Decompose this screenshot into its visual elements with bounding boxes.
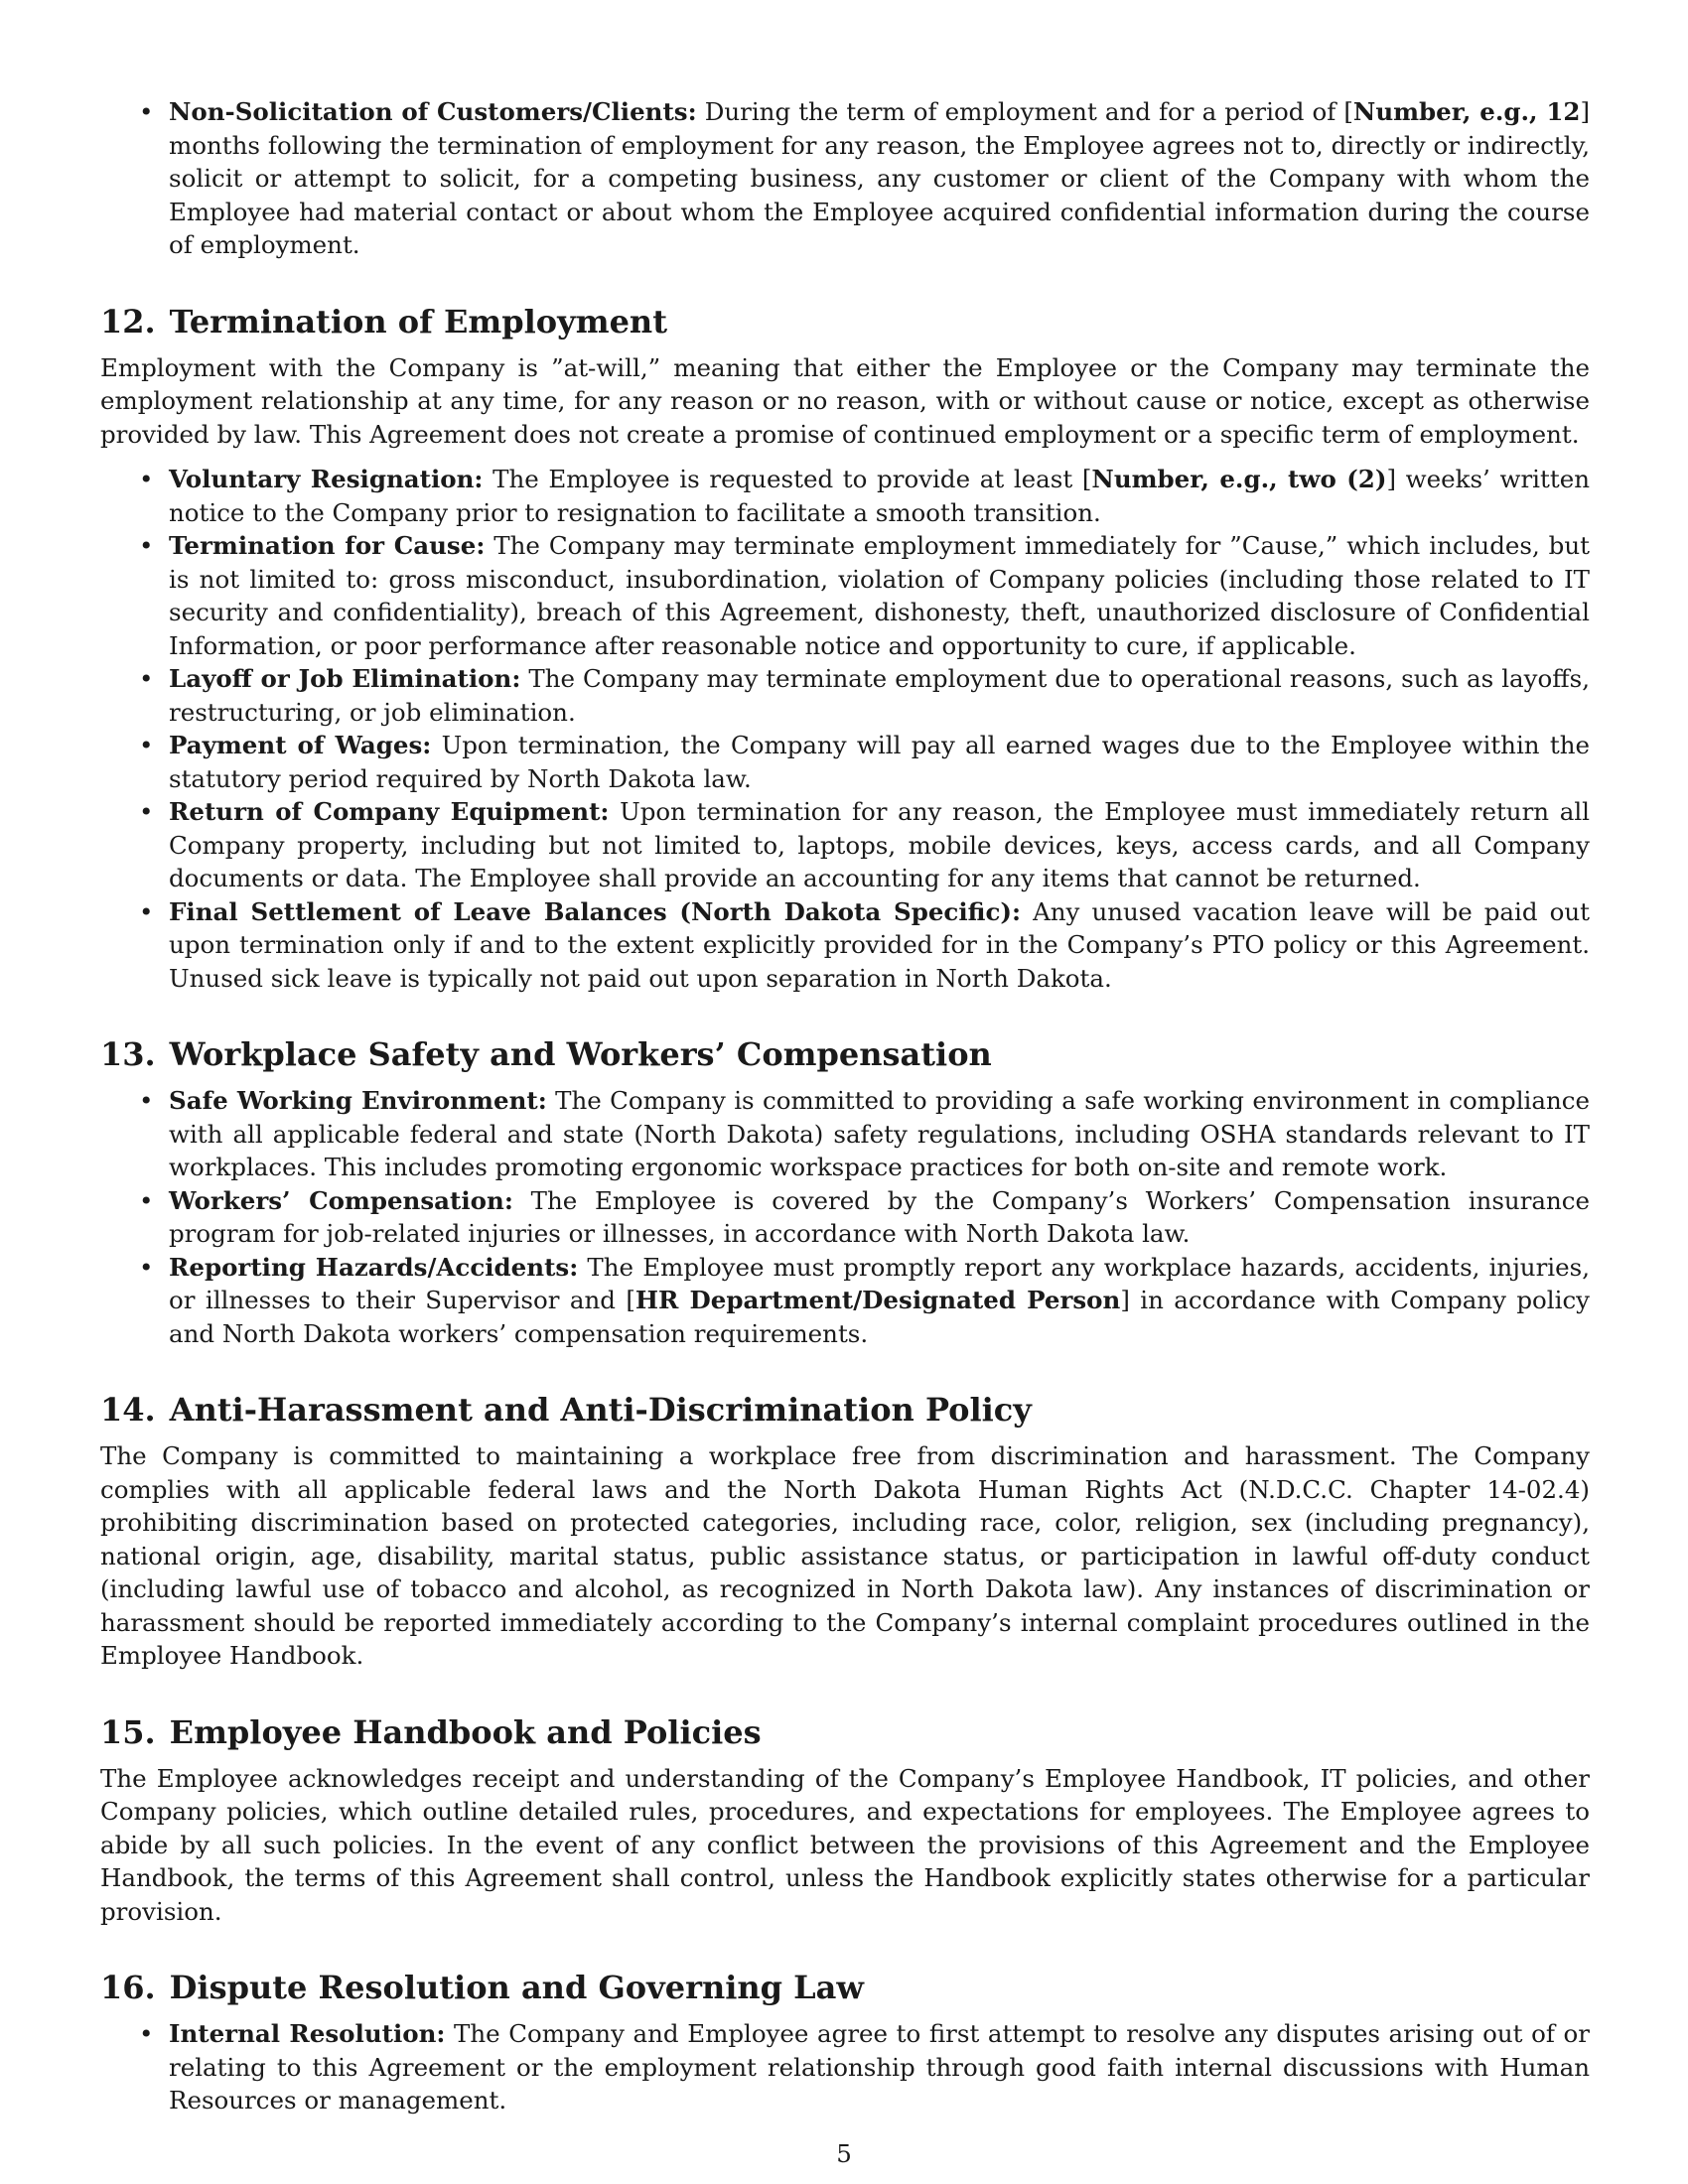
list-item: • Layoff or Job Elimination: The Company may terminate employment due to operational reasons, such as layoffs, restructuring, or job elimination.: [169, 662, 1590, 729]
document-page: [100, 95, 1590, 2117]
list-item: • Safe Working Environment: The Company is committed to providing a safe working environment in compliance with all applicable federal and state (North Dakota) safety regulations, including OSHA standards relevant to IT workplaces. This includes promoting ergonomic workspace practices for both on-site and remote work.: [169, 1084, 1590, 1184]
page-number: 5: [836, 2139, 852, 2168]
non-solicitation-list: [100, 95, 1590, 262]
section-heading-handbook: 15. Employee Handbook and Policies: [100, 1712, 762, 1751]
list-item: • Non-Solicitation of Customers/Clients: During the term of employment and for a period of [Number, e.g., 12] months following the termination of employment for any reason, the Employee agrees not to, directly or indirectly, solicit or attempt to solicit, for a competing business, any customer or client of the Company with whom the Employee had material contact or about whom the Employee acquired confidential information during the course of employment.: [169, 95, 1590, 262]
paragraph-handbook: The Employee acknowledges receipt and understanding of the Company’s Employee Handbook, IT policies, and other Company policies, which outline detailed rules, procedures, and expectations for employees. The Employee agrees to abide by all such policies. In the event of any conflict between the provisions of this Agreement and the Employee Handbook, the terms of this Agreement shall control, unless the Handbook explicitly states otherwise for a particular provision.: [100, 1763, 1590, 1926]
list-item: • Final Settlement of Leave Balances (North Dakota Specific): Any unused vacation leave will be paid out upon termination only if and to the extent explicitly provided for in the Company’s PTO policy or this Agreement. Unused sick leave is typically not paid out upon separation in North Dakota.: [169, 895, 1590, 996]
list-item: • Reporting Hazards/Accidents: The Employee must promptly report any workplace hazards, accidents, injuries, or illnesses to their Supervisor and [HR Department/Designated Person] in accordance with Company policy and North Dakota workers’ compensation requirements.: [169, 1251, 1590, 1351]
section-heading-termination: 12. Termination of Employment: [100, 302, 667, 341]
list-item: • Termination for Cause: The Company may terminate employment immediately for ”Cause,” which includes, but is not limited to: gross misconduct, insubordination, violation of Company policies (including those related to IT security and confidentiality), breach of this Agreement, dishonesty, theft, unauthorized disclosure of Confidential Information, or poor performance after reasonable notice and opportunity to cure, if applicable.: [169, 529, 1590, 662]
workplace-safety-list: [100, 1084, 1590, 1350]
section-heading-anti-harassment: 14. Anti-Harassment and Anti-Discrimination Policy: [100, 1391, 1032, 1429]
list-item: • Return of Company Equipment: Upon termination for any reason, the Employee must immediately return all Company property, including but not limited to, laptops, mobile devices, keys, access cards, and all Company documents or data. The Employee shall provide an accounting for any items that cannot be returned.: [169, 795, 1590, 895]
list-item: • Internal Resolution: The Company and Employee agree to first attempt to resolve any disputes arising out of or relating to this Agreement or the employment relationship through good faith internal discussions with Human Resources or management.: [169, 2017, 1590, 2117]
termination-list: [100, 463, 1590, 995]
list-item: • Payment of Wages: Upon termination, the Company will pay all earned wages due to the Employee within the statutory period required by North Dakota law.: [169, 729, 1590, 795]
dispute-resolution-list: [100, 2017, 1590, 2117]
section-heading-dispute-resolution: 16. Dispute Resolution and Governing Law: [100, 1969, 864, 2006]
list-item: • Workers’ Compensation: The Employee is covered by the Company’s Workers’ Compensation insurance program for job-related injuries or illnesses, in accordance with North Dakota law.: [169, 1184, 1590, 1251]
list-item: • Voluntary Resignation: The Employee is requested to provide at least [Number, e.g., two (2)] weeks’ written notice to the Company prior to resignation to facilitate a smooth transition.: [169, 463, 1590, 529]
paragraph-at-will: Employment with the Company is ”at-will,” meaning that either the Employee or the Company may terminate the employment relationship at any time, for any reason or no reason, with or without cause or notice, except as otherwise provided by law. This Agreement does not create a promise of continued employment or a specific term of employment.: [100, 352, 1590, 449]
paragraph-anti-harassment: The Company is committed to maintaining a workplace free from discrimination and harassment. The Company complies with all applicable federal laws and the North Dakota Human Rights Act (N.D.C.C. Chapter 14-02.4) prohibiting discrimination based on protected categories, including race, color, religion, sex (including pregnancy), national origin, age, disability, marital status, public assistance status, or participation in lawful off-duty conduct (including lawful use of tobacco and alcohol, as recognized in North Dakota law). Any instances of discrimination or harassment should be reported immediately according to the Company’s internal complaint procedures outlined in the Employee Handbook.: [100, 1441, 1590, 1670]
section-heading-workplace-safety: 13. Workplace Safety and Workers’ Compensation: [100, 1035, 992, 1073]
